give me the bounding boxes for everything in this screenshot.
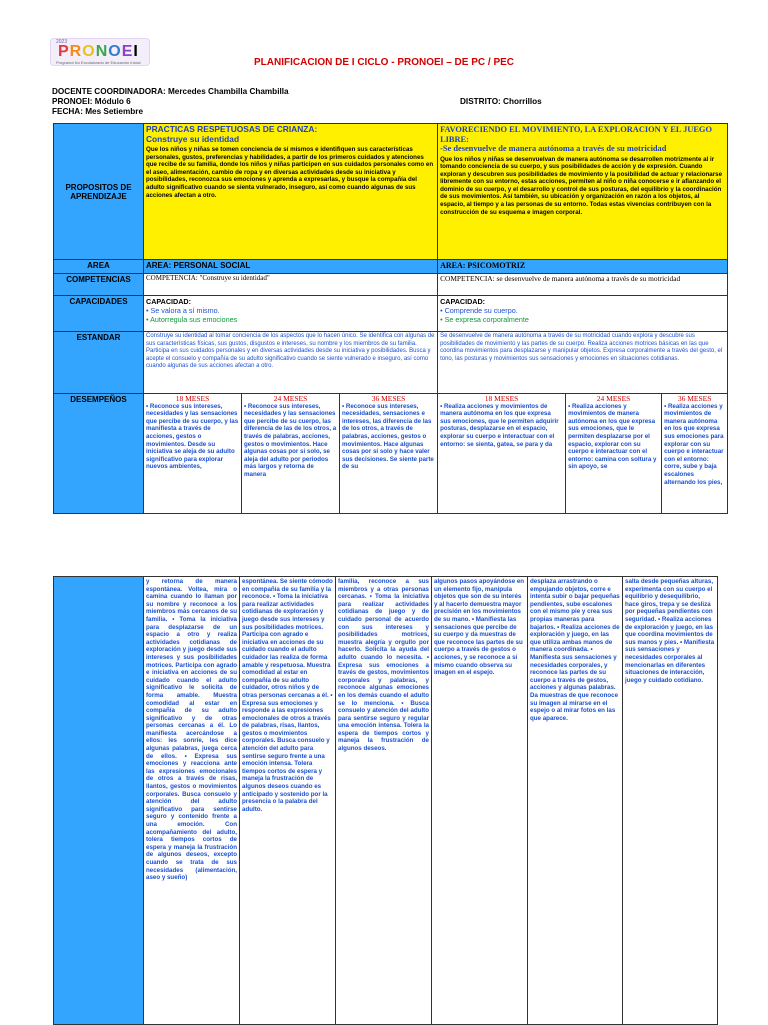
- age-label: 36 MESES: [371, 394, 406, 403]
- capacidad-left-1: • Se valora a sí mismo.: [146, 306, 220, 315]
- desempeno-text: • Reconoce sus intereses, necesidades y las sensaciones que percibe de su cuerpo, y las manifiesta a través de acciones, gestos o movimientos. Desde su iniciativa se aleja de su adulto significativo para explorar nuevos ambientes,: [146, 402, 239, 471]
- desempeno-cont-text: familia, reconoce a sus miembros y a otras personas cercanas. • Toma la iniciativa para realizar actividades cotidianas de juego y de cuidado personal de acuerdo con sus intereses y posibilidades motrices, muestra alegría y orgullo por hacerlo. Solicita la ayuda del adulto cuando lo necesita. • Expresa sus emociones a través de gestos, movimientos corporales y palabras, y reconoce algunas emociones en los demás cuando el adulto se lo menciona. • Busca consuelo y atención del adulto para sentirse seguro y regular una emoción intensa. Tolera la espera de tiempos cortos y maneja la frustración de algunos deseos.: [338, 578, 429, 753]
- desempeno-cont-text: desplaza arrastrando o empujando objetos, corre e intenta subir o bajar pequeñas pendientes, sube escalones con el mismo pie y crea sus propias maneras para bajarlos. • Realiza acciones de exploración y juego, en las que utiliza ambas manos de manera coordinada. • Manifiesta sus sensaciones y necesidades corporales, y reconoce las partes de su cuerpo a través de gestos, acciones y algunas palabras. Da muestras de que reconoce su imagen al mirarse en el espejo o al mirar fotos en las que aparece.: [530, 578, 620, 722]
- header-info: [52, 87, 289, 117]
- desempeno-cont-text: espontánea. Se siente cómodo en compañía de su familia y la reconoce. • Toma la iniciativa para realizar actividades cotidianas de exploración y juego desde sus intereses y sus posibilidades motrices. Participa con agrado e iniciativa en acciones de su cuidado cuando el adulto cuidador las realiza de forma amable y respetuosa. Muestra comodidad al estar en compañía de su adulto cuidador, otros niños y de otras personas cercanas a él. • Expresa sus emociones y responde a las expresiones emocionales de otros a través de palabras, risas, llantos, gestos o movimientos corporales. Busca consuelo y atención del adulto para sentirse seguro frente a una emoción intensa. Tolera tiempos cortos de espera y maneja la frustración de algunos deseos cuando es anticipado y sostenido por la presencia o la palabra del adulto.: [242, 578, 333, 813]
- logo-letter: P: [58, 43, 70, 60]
- propositos-right: [438, 124, 728, 260]
- desempeno-cell: [662, 394, 728, 514]
- distrito-line: DISTRITO: Chorrillos: [460, 97, 542, 106]
- capacidad-left-2: • Autorregula sus emociones: [146, 315, 238, 324]
- competencia-right: COMPETENCIA: se desenvuelve de manera autónoma a través de su motricidad: [438, 274, 728, 296]
- capacidad-right-1: • Comprende su cuerpo.: [440, 306, 518, 315]
- desempeno-cont-cell: [432, 577, 528, 1025]
- desempenos-label: DESEMPEÑOS: [54, 394, 144, 514]
- desempeno-cont-cell: [528, 577, 623, 1025]
- page-title: PLANIFICACION DE I CICLO - PRONOEI – DE PC / PEC: [253, 57, 515, 68]
- prop-left-title: PRACTICAS RESPETUOSAS DE CRIANZA:: [146, 124, 318, 134]
- desempeno-cont-text: algunos pasos apoyándose en un elemento fijo, manipula objetos que son de su interés y al hacerlo demuestra mayor precisión en los movimientos de su mano. • Manifiesta las sensaciones que percibe de su cuerpo y da muestras de que reconoce las partes de su cuerpo a través de gestos o acciones, y se reconoce a sí mismo cuando observa su imagen en el espejo.: [434, 578, 525, 677]
- desempeno-cell: [438, 394, 566, 514]
- estandar-left: Construye su identidad al tomar conciencia de los aspectos que lo hacen único. Se identifica con algunas de sus características físicas, sus gustos, disgustos e intereses, su nombre y los miembros de su familia. Participa en sus cuidados personales y en diversas actividades desde su iniciativa y posibilidades. Busca y acepte el consuelo y compañía de su adulto significativo cuando se siente vulnerado e inseguro, así como cuando algunas de sus acciones afectan a otro.: [144, 332, 438, 394]
- desempeno-cell: [144, 394, 242, 514]
- prop-left-body: Que los niños y niñas se tomen conciencia de sí mismos e identifiquen sus características personales, gustos, preferencias y habilidades, a partir de los primeros cuidados y atenciones que recibe de su familia, donde los niños y niñas participen en sus cuidados personales como en el aseo, alimentación, cambio de ropa y en diversas actividades desde su iniciativa y posibilidades, reconozca sus emociones y aprenda a expresarlas, y busque la compañía del adulto significativo cuando se sienta vulnerado, inseguro, así como cuando algunas de sus acciones afectan a otro.: [146, 146, 434, 199]
- age-label: 18 MESES: [484, 394, 519, 403]
- area-label: AREA: [54, 260, 144, 274]
- logo-letter: O: [82, 43, 96, 60]
- pronoei-line: PRONOEI: Módulo 6: [52, 97, 131, 106]
- logo-letter: R: [69, 43, 83, 60]
- prop-right-title: FAVORECIENDO EL MOVIMIENTO, LA EXPLORACION Y EL JUEGO LIBRE:: [440, 125, 712, 144]
- capacidad-left-title: CAPACIDAD:: [146, 297, 191, 306]
- propositos-left: [144, 124, 438, 260]
- logo-letter: N: [95, 43, 109, 60]
- desempeno-cont-cell: [240, 577, 336, 1025]
- logo-letter: E: [121, 43, 134, 60]
- desempeno-text: • Realiza acciones y movimientos de manera autónoma en los que expresa sus emociones, que le permiten desplazarse por el espacio, explorar con su cuerpo e interactuar con el entorno: camina con soltura y sin apoyo, se: [568, 402, 657, 471]
- capacidad-right-2: • Se expresa corporalmente: [440, 315, 529, 324]
- fecha-line: FECHA: Mes Setiembre: [52, 107, 143, 116]
- desempeno-cell: [242, 394, 340, 514]
- desempeno-cont-cell: [144, 577, 240, 1025]
- continuation-label-cell: [54, 577, 144, 1025]
- capacidad-right: [438, 296, 728, 332]
- logo-letter: O: [108, 43, 122, 60]
- continuation-table: [53, 576, 718, 1025]
- estandar-right: Se desenvuelve de manera autónoma a través de su motricidad cuando explora y descubre sus posibilidades de movimiento y las partes de su cuerpo. Realiza acciones motrices básicas en las que coordina movimientos para desplazarse y manipular objetos. Expresa corporalmente a través del gesto, el tono, las posturas y movimientos sus sensaciones y emociones en situaciones cotidianas.: [438, 332, 728, 394]
- desempeno-text: • Realiza acciones y movimientos de manera autónoma en los que expresa sus emociones, que le permiten adquirir posturas, desplazarse en el espacio, explorar su cuerpo e interactuar con el entorno: se sienta, gatea, se para y da: [440, 402, 559, 448]
- age-label: 36 MESES: [677, 394, 712, 403]
- desempeno-cont-text: salta desde pequeñas alturas, experimenta con su cuerpo el equilibrio y desequilibrio, hace giros, trepa y se desliza por pequeñas pendientes con seguridad. • Realiza acciones de exploración y juego, en las que coordina movimientos de sus manos y pies. • Manifiesta sus sensaciones y necesidades corporales al mencionarlas en diferentes situaciones de interacción, juego y cuidado cotidiano.: [625, 578, 715, 684]
- desempeno-text: • Reconoce sus intereses, necesidades, sensaciones e intereses, las diferencia de las de los otros, a través de palabras, acciones, gestos o movimientos. Hace algunas cosas por sí solo y hace valer sus decisiones. Se siente parte de su: [342, 402, 434, 471]
- area-right: AREA: PSICOMOTRIZ: [438, 260, 728, 274]
- capacidades-label: CAPACIDADES: [54, 296, 144, 332]
- prop-left-sub: Construye su identidad: [146, 133, 240, 144]
- propositos-label: PROPOSITOS DE APRENDIZAJE: [54, 124, 144, 260]
- desempeno-cell: [566, 394, 662, 514]
- logo-year: 2023: [56, 39, 68, 45]
- logo-subtitle: Programa No Escolarizado de Educación Inicial: [56, 60, 141, 65]
- age-label: 18 MESES: [175, 394, 210, 403]
- prop-right-body: Que los niños y niñas se desenvuelvan de manera autónoma se desarrollen motrizmente al ir tomando conciencia de su cuerpo, y sus posibilidades de acción y de expresión. Cuando exploran y descubren sus posibilidades de movimiento y la posibilidad de actuar y relacionarse libremente con su entorno, estas acciones, permiten al niño o niña conocerse e ir afianzando el dominio de su cuerpo, y el desarrollo y control de sus posturas, del equilibrio y la coordinación de sus movimientos. Así también, su ubicación y organización en razón a los objetos, al espacio, al tiempo y a las personas de su entorno. Todas estas vivencias contribuyen con la construcción de su esquema e imagen corporal.: [440, 155, 723, 216]
- estandar-label: ESTANDAR: [54, 332, 144, 394]
- desempeno-text: • Realiza acciones y movimientos de manera autónoma en los que expresa sus emociones para explorar con su cuerpo e interactuar con el entorno: corre, sube y baja escalones alternando los pies,: [664, 402, 724, 486]
- desempeno-cont-cell: [336, 577, 432, 1025]
- coordinadora-line: DOCENTE COORDINADORA: Mercedes Chambilla Chambilla: [52, 87, 289, 96]
- competencia-left: COMPETENCIA: "Construye su identidad": [144, 274, 438, 296]
- age-label: 24 MESES: [596, 394, 631, 403]
- capacidad-right-title: CAPACIDAD:: [440, 297, 486, 306]
- desempeno-cont-cell: [623, 577, 718, 1025]
- prop-right-sub: -Se desenvuelve de manera autónoma a través de su motricidad: [440, 144, 667, 153]
- logo-letter: I: [133, 43, 139, 60]
- planning-table: [53, 123, 728, 514]
- age-label: 24 MESES: [273, 394, 308, 403]
- capacidad-left: [144, 296, 438, 332]
- desempeno-cell: [340, 394, 438, 514]
- desempeno-cont-text: y retorna de manera espontánea. Voltea, mira o camina cuando lo llaman por su nombre y reconoce a los miembros más cercanos de su familia. • Toma la iniciativa para desplazarse de un espacio a otro y realiza actividades cotidianas de exploración y juego desde sus intereses y sus posibilidades motrices. Participa con agrado e iniciativa en acciones de su cuidado cuando el adulto significativo le solicita de forma amable. Muestra comodidad al estar en compañía de su adulto significativo y de otras personas cercanas a él. Lo manifiesta acercándose a ellos: les sonríe, les dice algunas palabras, juega cerca de ellos. • Expresa sus emociones y reacciona ante las expresiones emocionales de otros a través de risas, llantos, gestos o movimientos corporales. Busca consuelo y atención del adulto significativo para sentirse seguro y contenido frente a una emoción. Con acompañamiento del adulto, tolera tiempos cortos de espera y maneja la frustración de algunos deseos, excepto cuando se trata de sus necesidades (alimentación, aseo y sueño): [146, 578, 237, 882]
- area-left: AREA: PERSONAL SOCIAL: [144, 260, 438, 274]
- competencias-label: COMPETENCIAS: [54, 274, 144, 296]
- desempeno-text: • Reconoce sus intereses, necesidades y las sensaciones que percibe de su cuerpo, las diferencia de las de los otros, a través de palabras, acciones, gestos o movimientos. Hace algunas cosas por sí solo, se aleja del adulto por periodos más largos y retorna de manera: [244, 402, 337, 478]
